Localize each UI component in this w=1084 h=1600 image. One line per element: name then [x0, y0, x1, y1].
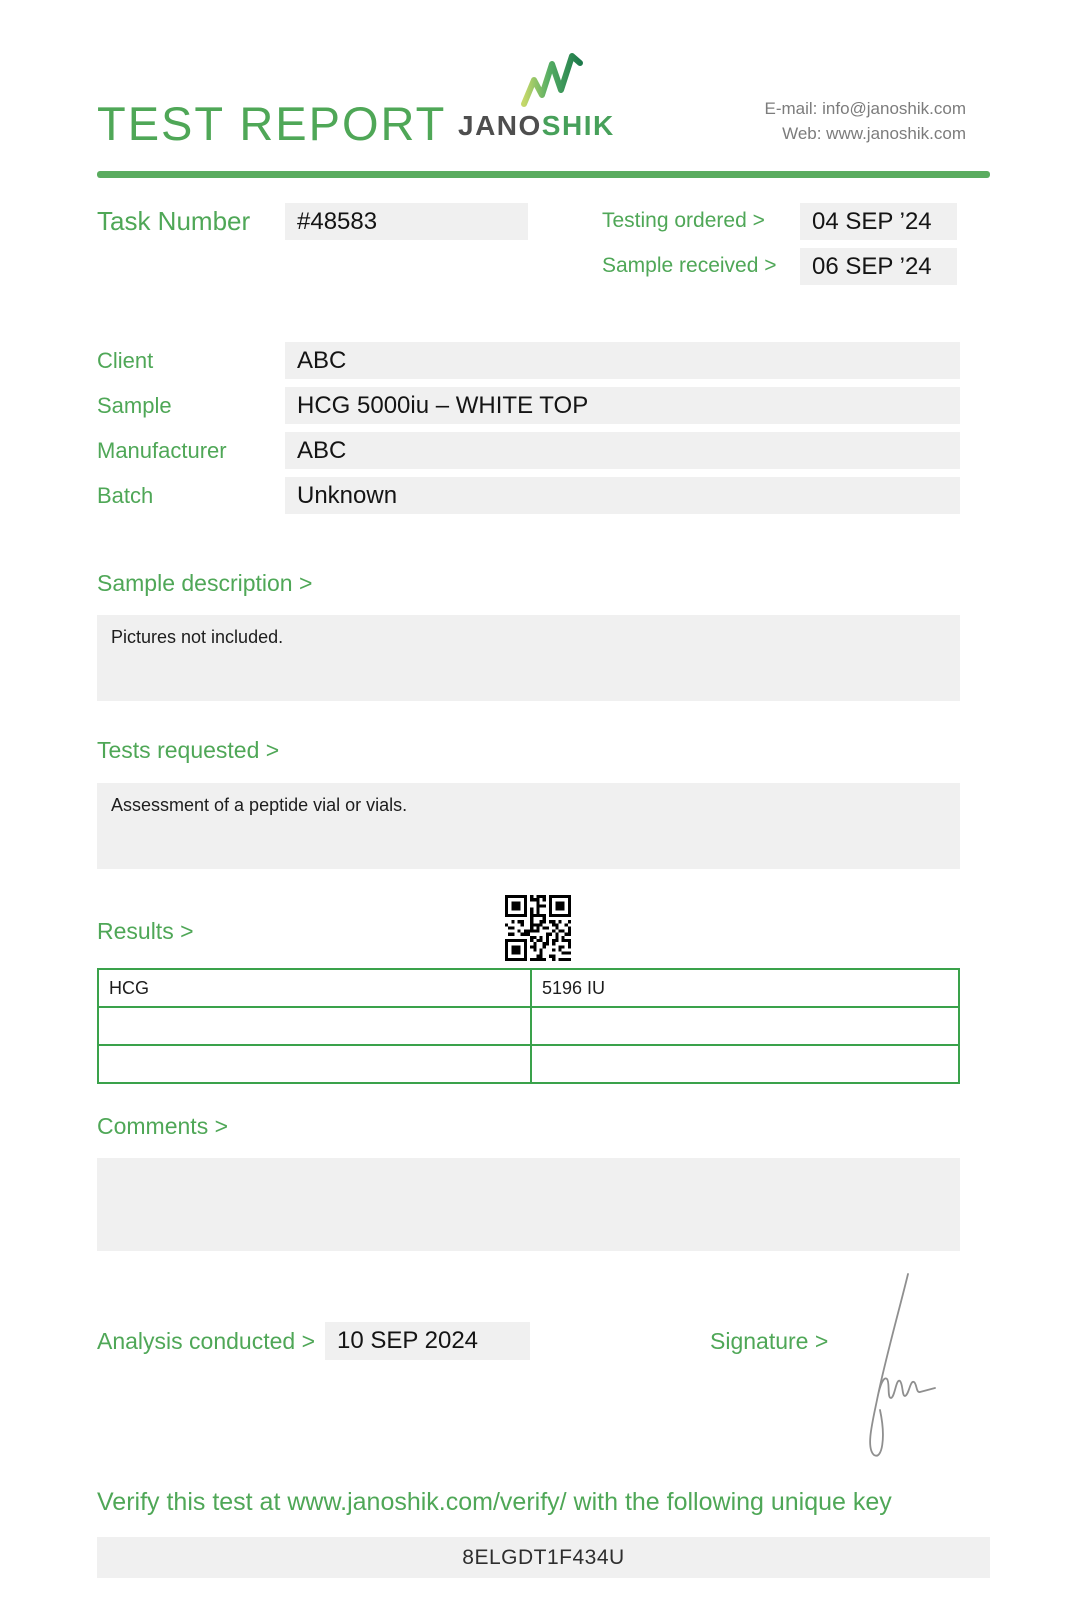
tests-requested-box: Assessment of a peptide vial or vials.: [97, 783, 960, 869]
result-name-cell: HCG: [98, 969, 531, 1007]
contact-email: E-mail: info@janoshik.com: [764, 99, 966, 118]
client-label: Client: [97, 348, 154, 373]
manufacturer-label: Manufacturer: [97, 438, 227, 463]
task-number-label: Task Number: [97, 206, 251, 236]
sample-description-label: Sample description >: [97, 570, 313, 596]
testing-ordered-value: 04 SEP ’24: [800, 203, 957, 240]
results-table: [97, 968, 960, 1084]
result-value-cell: 5196 IU: [531, 969, 959, 1007]
batch-label: Batch: [97, 483, 154, 508]
results-row: [98, 1045, 959, 1083]
result-name-cell: [98, 1045, 531, 1083]
manufacturer-value: ABC: [285, 432, 960, 469]
sample-received-label: Sample received >: [602, 254, 777, 277]
brand-shik: SHIK: [541, 110, 615, 141]
contact-block: [765, 96, 967, 146]
header-divider: [97, 171, 990, 178]
brand-chart-icon: [492, 48, 622, 110]
analysis-conducted-value: 10 SEP 2024: [325, 1322, 530, 1360]
sample-value: HCG 5000iu – WHITE TOP: [285, 387, 960, 424]
results-row: [98, 969, 959, 1007]
client-value: ABC: [285, 342, 960, 379]
brand-wordmark: [458, 110, 615, 142]
result-value-cell: [531, 1045, 959, 1083]
result-name-cell: [98, 1007, 531, 1045]
qr-code: [505, 895, 571, 961]
contact-web: Web: www.janoshik.com: [782, 124, 966, 143]
sample-received-value: 06 SEP ’24: [800, 248, 957, 285]
result-value-cell: [531, 1007, 959, 1045]
page-title: TEST REPORT: [97, 97, 447, 150]
signature-scribble: [830, 1252, 950, 1462]
signature-label: Signature >: [710, 1328, 829, 1354]
results-row: [98, 1007, 959, 1045]
brand-jano: JANO: [458, 110, 542, 141]
verify-instruction: Verify this test at www.janoshik.com/verify/ with the following unique key: [97, 1488, 892, 1516]
tests-requested-label: Tests requested >: [97, 737, 280, 763]
comments-box: [97, 1158, 960, 1251]
unique-key-box: 8ELGDT1F434U: [97, 1537, 990, 1578]
comments-label: Comments >: [97, 1113, 229, 1139]
results-label: Results >: [97, 918, 194, 944]
batch-value: Unknown: [285, 477, 960, 514]
analysis-conducted-label: Analysis conducted >: [97, 1328, 315, 1354]
sample-label: Sample: [97, 393, 172, 418]
sample-description-box: Pictures not included.: [97, 615, 960, 701]
testing-ordered-label: Testing ordered >: [602, 209, 765, 232]
task-number-value: #48583: [285, 203, 528, 240]
